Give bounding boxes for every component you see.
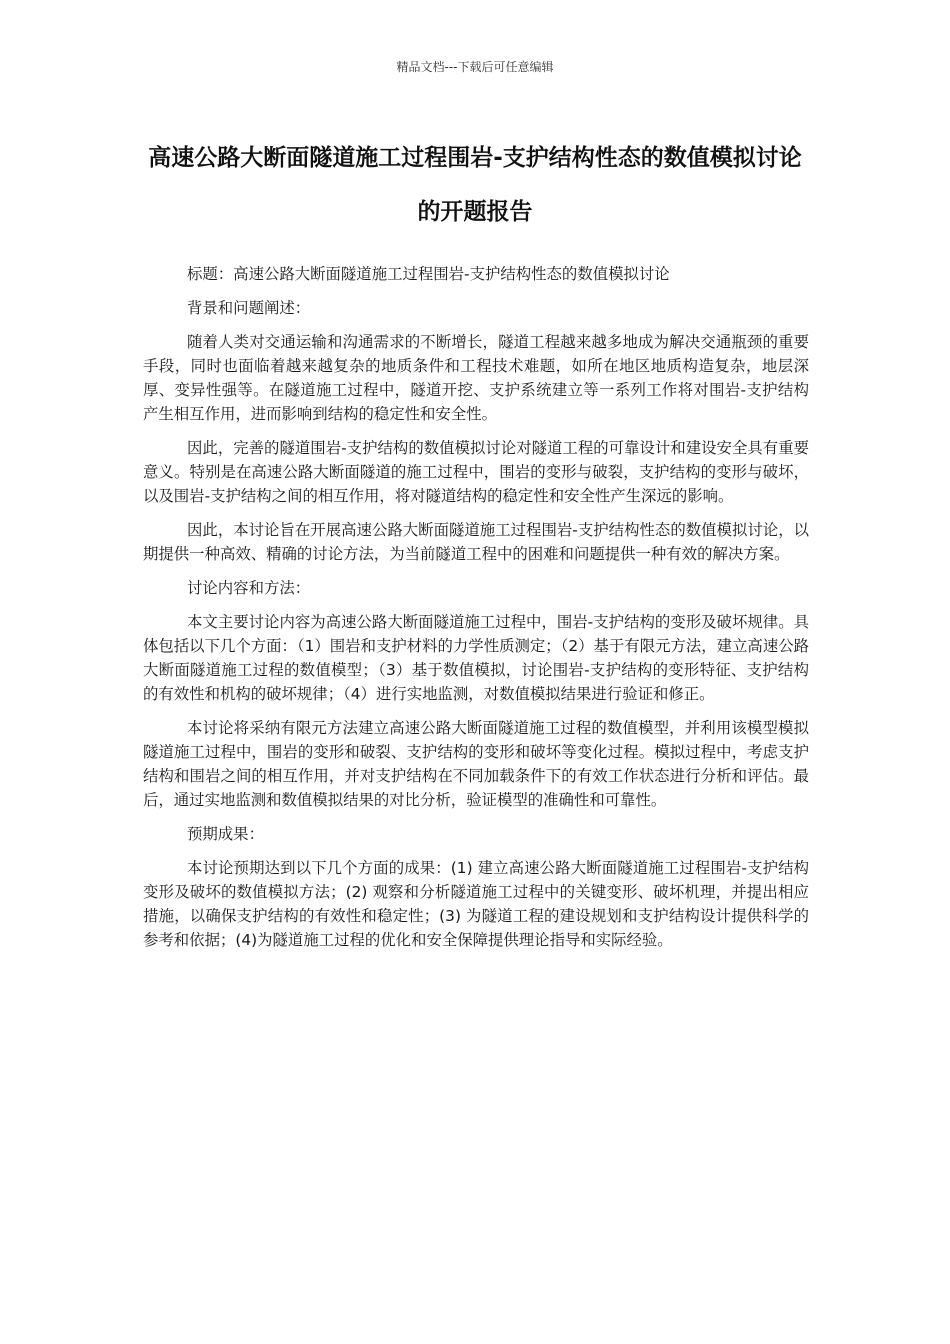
paragraph-methods: 本讨论将采纳有限元方法建立高速公路大断面隧道施工过程的数值模型，并利用该模型模拟隧道施工过程中，围岩的变形和破裂、支护结构的变形和破坏等变化过程。模拟过程中，考虑支护结构和围岩之间的相互作用，并对支护结构在不同加载条件下的有效工作状态进行分析和评估。最后，通过实地监测和数值模拟结果的对比分析，验证模型的准确性和可靠性。 (143, 719, 809, 809)
section-heading-content-methods: 讨论内容和方法： (187, 579, 311, 597)
section-heading-expected-results: 预期成果： (187, 825, 264, 843)
document-body (143, 262, 809, 962)
paragraph-background: 随着人类对交通运输和沟通需求的不断增长，隧道工程越来越多地成为解决交通瓶颈的重要手段，同时也面临着越来越复杂的地质条件和工程技术难题，如所在地区地质构造复杂，地层深厚、变异性强等。在隧道施工过程中，隧道开挖、支护系统建立等一系列工作将对围岩-支护结构产生相互作用，进而影响到结构的稳定性和安全性。 (143, 333, 809, 423)
section-heading-background: 背景和问题阐述： (187, 299, 311, 317)
paragraph-expected-results: 本讨论预期达到以下几个方面的成果：(1) 建立高速公路大断面隧道施工过程围岩-支护结构变形及破坏的数值模拟方法；(2) 观察和分析隧道施工过程中的关键变形、破坏机理，并提出相应措施，以确保支护结构的有效性和稳定性；(3) 为隧道工程的建设规划和支护结构设计提供科学的参考和依据；(4)为隧道施工过程的优化和安全保障提供理论指导和实际经验。 (143, 859, 809, 949)
paragraph-significance: 因此，完善的隧道围岩-支护结构的数值模拟讨论对隧道工程的可靠设计和建设安全具有重要意义。特别是在高速公路大断面隧道的施工过程中，围岩的变形与破裂，支护结构的变形与破坏，以及围岩-支护结构之间的相互作用，将对隧道结构的稳定性和安全性产生深远的影响。 (143, 439, 809, 505)
document-title: 高速公路大断面隧道施工过程围岩-支护结构性态的数值模拟讨论的开题报告 (148, 145, 802, 225)
paragraph-content: 本文主要讨论内容为高速公路大断面隧道施工过程中，围岩-支护结构的变形及破坏规律。具体包括以下几个方面：（1）围岩和支护材料的力学性质测定；（2）基于有限元方法，建立高速公路大断面隧道施工过程的数值模型；（3）基于数值模拟，讨论围岩-支护结构的变形特征、支护结构的有效性和机构的破坏规律；（4）进行实地监测，对数值模拟结果进行验证和修正。 (143, 613, 809, 703)
paragraph-title-line: 标题：高速公路大断面隧道施工过程围岩-支护结构性态的数值模拟讨论 (187, 265, 670, 283)
paragraph-purpose: 因此，本讨论旨在开展高速公路大断面隧道施工过程围岩-支护结构性态的数值模拟讨论，以期提供一种高效、精确的讨论方法，为当前隧道工程中的困难和问题提供一种有效的解决方案。 (143, 521, 809, 563)
page-header: 精品文档---下载后可任意编辑 (396, 60, 554, 74)
